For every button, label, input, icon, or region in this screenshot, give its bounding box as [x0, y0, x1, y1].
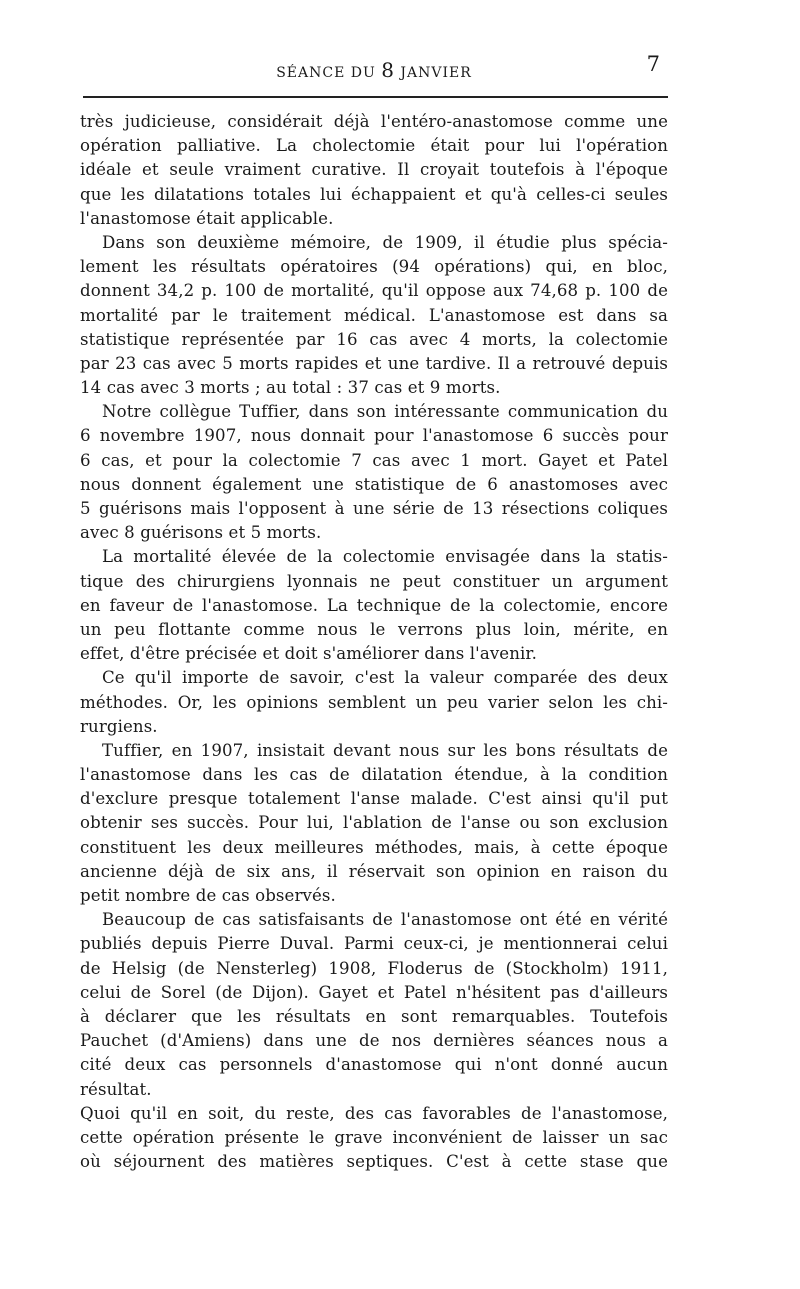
text-line: idéale et seule vraiment curative. Il croyait toutefois à l'époque	[80, 160, 668, 180]
text-line: par 23 cas avec 5 morts rapides et une tardive. Il a retrouvé depuis	[80, 353, 668, 373]
header-rule	[83, 96, 668, 98]
text-line: effet, d'être précisée et doit s'améliorer dans l'avenir.	[80, 644, 537, 664]
text-line: résultat.	[80, 1079, 152, 1099]
paragraph	[80, 400, 668, 545]
text-line: Pauchet (d'Amiens) dans une de nos dernières séances nous a	[80, 1031, 668, 1051]
text-line: La mortalité élevée de la colectomie envisagée dans la statis-	[102, 547, 668, 567]
text-line: 14 cas avec 3 morts ; au total : 37 cas et 9 morts.	[80, 378, 501, 398]
paragraph	[80, 110, 668, 231]
text-line: Ce qu'il importe de savoir, c'est la valeur comparée des deux	[102, 668, 668, 688]
text-line: très judicieuse, considérait déjà l'entéro-anastomose comme une	[80, 112, 668, 131]
text-line: obtenir ses succès. Pour lui, l'ablation de l'anse ou son exclusion	[80, 813, 668, 833]
text-line: ancienne déjà de six ans, il réservait son opinion en raison du	[80, 861, 668, 881]
text-line: à déclarer que les résultats en sont remarquables. Toutefois	[80, 1006, 668, 1026]
paragraph	[80, 908, 668, 1102]
running-title-text: SÉANCE DU	[276, 65, 382, 81]
text-line: de Helsig (de Nensterleg) 1908, Floderus de (Stockholm) 1911,	[80, 958, 668, 978]
text-line: donnent 34,2 p. 100 de mortalité, qu'il oppose aux 74,68 p. 100 de	[80, 281, 668, 301]
text-line: Dans son deuxième mémoire, de 1909, il étudie plus spécia-	[102, 232, 668, 252]
text-line: publiés depuis Pierre Duval. Parmi ceux-ci, je mentionnerai celui	[80, 934, 668, 954]
running-title-day: 8	[381, 58, 395, 82]
paragraph	[80, 739, 668, 908]
text-line: l'anastomose dans les cas de dilatation étendue, à la condition	[80, 765, 668, 785]
paragraph	[80, 666, 668, 739]
text-line: celui de Sorel (de Dijon). Gayet et Patel n'hésitent pas d'ailleurs	[80, 982, 668, 1002]
text-line: constituent les deux meilleures méthodes, mais, à cette époque	[80, 837, 668, 857]
text-line: que les dilatations totales lui échappaient et qu'à celles-ci seules	[80, 184, 668, 204]
text-line: où séjournent des matières septiques. C'est à cette stase que	[80, 1152, 668, 1172]
running-title	[80, 58, 668, 82]
text-line: avec 8 guérisons et 5 morts.	[80, 523, 322, 543]
text-line: petit nombre de cas observés.	[80, 886, 336, 905]
paragraph	[80, 1102, 668, 1175]
running-header	[80, 52, 668, 82]
text-line: d'exclure presque totalement l'anse malade. C'est ainsi qu'il put	[80, 789, 668, 809]
text-line: opération palliative. La cholectomie était pour lui l'opération	[80, 136, 668, 156]
running-title-month: JANVIER	[394, 65, 472, 81]
text-line: en faveur de l'anastomose. La technique de la colectomie, encore	[80, 595, 668, 615]
text-line: statistique représentée par 16 cas avec 4 morts, la colectomie	[80, 329, 668, 349]
page-number: 7	[646, 52, 660, 76]
text-line: rurgiens.	[80, 716, 158, 736]
text-line: cette opération présente le grave inconvénient de laisser un sac	[80, 1127, 668, 1147]
text-line: un peu flottante comme nous le verrons plus loin, mérite, en	[80, 619, 668, 639]
text-line: Notre collègue Tuffier, dans son intéressante communication du	[102, 402, 668, 422]
text-line: Beaucoup de cas satisfaisants de l'anastomose ont été en vérité	[102, 910, 668, 930]
text-line: l'anastomose était applicable.	[80, 208, 334, 228]
text-line: Quoi qu'il en soit, du reste, des cas favorables de l'anastomose,	[80, 1103, 668, 1123]
text-line: tique des chirurgiens lyonnais ne peut constituer un argument	[80, 571, 668, 591]
text-line: Tuffier, en 1907, insistait devant nous sur les bons résultats de	[102, 740, 668, 760]
paragraph	[80, 231, 668, 400]
text-line: lement les résultats opératoires (94 opérations) qui, en bloc,	[80, 257, 668, 277]
paragraph	[80, 545, 668, 666]
text-line: 6 cas, et pour la colectomie 7 cas avec 1 mort. Gayet et Patel	[80, 450, 668, 470]
text-line: mortalité par le traitement médical. L'anastomose est dans sa	[80, 305, 668, 325]
text-line: méthodes. Or, les opinions semblent un peu varier selon les chi-	[80, 692, 668, 712]
text-line: 6 novembre 1907, nous donnait pour l'anastomose 6 succès pour	[80, 426, 668, 446]
body-text	[80, 110, 668, 1174]
text-line: 5 guérisons mais l'opposent à une série de 13 résections coliques	[80, 499, 668, 518]
text-line: nous donnent également une statistique de 6 anastomoses avec	[80, 474, 668, 494]
text-line: cité deux cas personnels d'anastomose qui n'ont donné aucun	[80, 1055, 668, 1075]
